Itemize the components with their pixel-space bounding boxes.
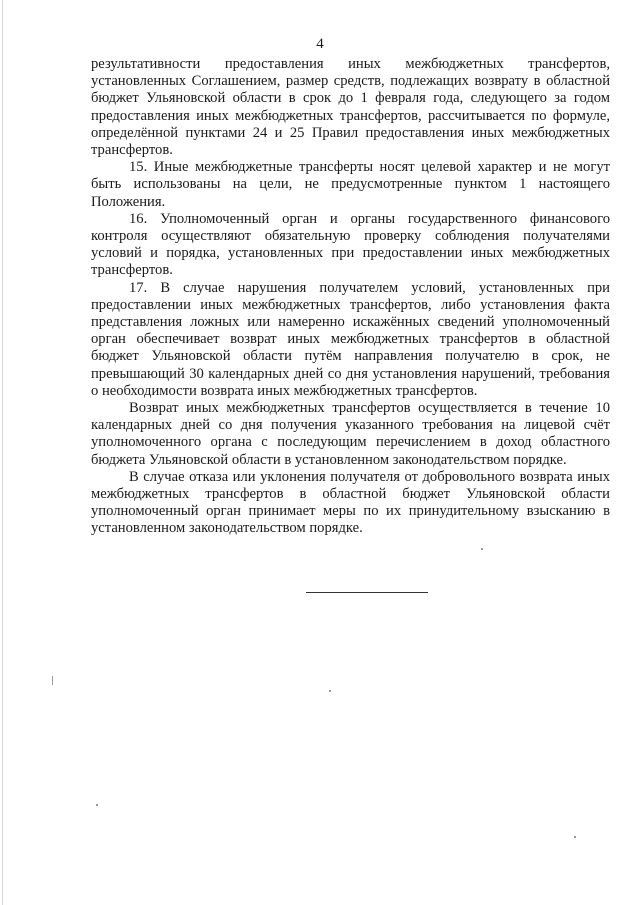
scan-speck <box>481 548 483 550</box>
paragraph-refusal: В случае отказа или уклонения получателя от добровольного возврата иных межбюджетных трансфертов в областной бюджет Ульяновской области уполномоченный орган принимает меры по их принудительному взысканию в установленном законодательством порядке. <box>91 468 610 537</box>
scan-speck <box>329 690 331 692</box>
paragraph-16: 16. Уполномоченный орган и органы государственного финансового контроля осуществляют обязательную проверку соблюдения получателями условий и порядка, установленных при предоставлении иных межбюджетных трансфертов. <box>91 210 610 279</box>
paragraph-17: 17. В случае нарушения получателем условий, установленных при предоставлении иных межбюджетных трансфертов, либо установления факта представления ложных или намеренно искажённых сведений уполномоченный орган обеспечивает возврат иных межбюджетных трансфертов в областной бюджет Ульяновской области путём направления получателю в срок, не превышающий 30 календарных дней со дня установления нарушений, требования о необходимости возврата иных межбюджетных трансфертов. <box>91 279 610 399</box>
paragraph-return-terms: Возврат иных межбюджетных трансфертов осуществляется в течение 10 календарных дней со дня получения указанного требования на лицевой счёт уполномоченного органа с последующим перечислением в доход областного бюджета Ульяновской области в установленном законодательством порядке. <box>91 400 610 468</box>
scan-speck <box>96 804 98 806</box>
end-divider <box>306 592 428 593</box>
page-number: 4 <box>316 36 324 52</box>
paragraph-15: 15. Иные межбюджетные трансферты носят целевой характер и не могут быть использованы на цели, не предусмотренные пунктом 1 настоящего Положения. <box>91 159 610 210</box>
scan-edge <box>2 0 3 905</box>
scan-speck <box>52 676 53 685</box>
document-body <box>91 56 610 538</box>
paragraph-continuation: результативности предоставления иных межбюджетных трансфертов, установленных Соглашением, размер средств, подлежащих возврату в областной бюджет Ульяновской области в срок до 1 февраля года, следующего за годом предоставления иных межбюджетных трансфертов, рассчитывается по формуле, определённой пунктами 24 и 25 Правил предоставления иных межбюджетных трансфертов. <box>91 56 610 159</box>
scan-speck <box>574 836 576 838</box>
